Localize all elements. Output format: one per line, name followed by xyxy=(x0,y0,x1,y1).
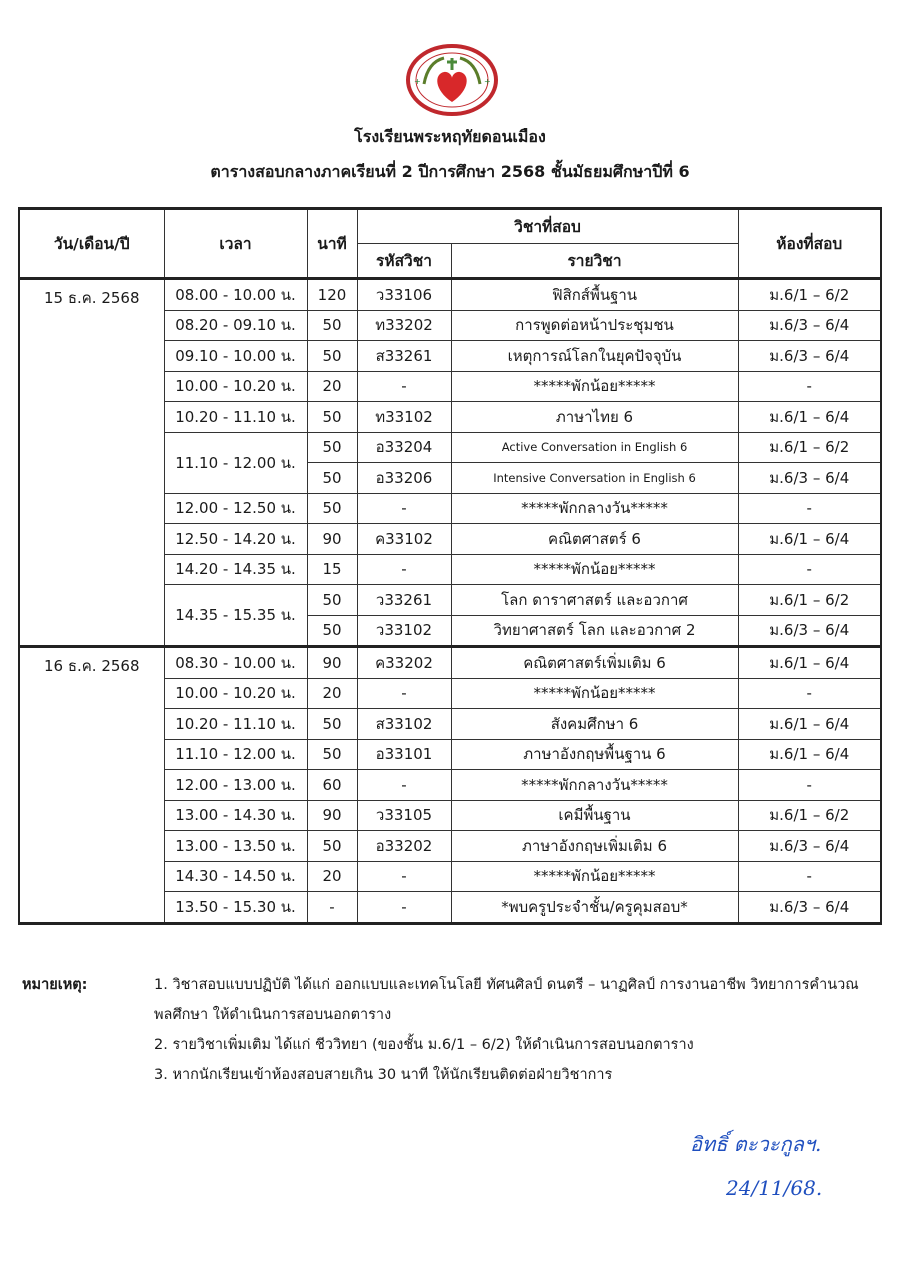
subject-cell: โลก ดาราศาสตร์ และอวกาศ xyxy=(451,585,738,616)
time-cell: 10.20 - 11.10 น. xyxy=(164,402,307,433)
room-cell: ม.6/3 – 6/4 xyxy=(738,615,881,647)
minutes-cell: 50 xyxy=(307,709,357,740)
code-cell: ว33261 xyxy=(357,585,451,616)
header-date: วัน/เดือน/ปี xyxy=(19,209,164,279)
note-item: 2. รายวิชาเพิ่มเติม ได้แก่ ชีววิทยา (ของชั้น ม.6/1 – 6/2) ให้ดำเนินการสอบนอกตาราง xyxy=(154,1037,694,1053)
code-cell: - xyxy=(357,678,451,709)
code-cell: ค33102 xyxy=(357,524,451,555)
time-cell: 08.20 - 09.10 น. xyxy=(164,310,307,341)
room-cell: ม.6/1 – 6/4 xyxy=(738,739,881,770)
room-cell: ม.6/3 – 6/4 xyxy=(738,341,881,372)
header-time: เวลา xyxy=(164,209,307,279)
note-item: 1. วิชาสอบแบบปฏิบัติ ได้แก่ ออกแบบและเทคโนโลยี ทัศนศิลป์ ดนตรี – นาฏศิลป์ การงานอาชีพ วิทยาการคำนวณ พลศึกษา ให้ดำเนินการสอบนอกตาราง xyxy=(154,977,859,1023)
time-cell: 13.00 - 14.30 น. xyxy=(164,800,307,831)
header-room: ห้องที่สอบ xyxy=(738,209,881,279)
day-group xyxy=(19,647,881,924)
note-item: 3. หากนักเรียนเข้าห้องสอบสายเกิน 30 นาที ให้นักเรียนติดต่อฝ่ายวิชาการ xyxy=(154,1067,613,1083)
code-cell: ว33106 xyxy=(357,279,451,311)
room-cell: ม.6/3 – 6/4 xyxy=(738,310,881,341)
schedule-title: ตารางสอบกลางภาคเรียนที่ 2 ปีการศึกษา 2568 ชั้นมัธยมศึกษาปีที่ 6 xyxy=(210,162,690,181)
subject-cell: เคมีพื้นฐาน xyxy=(451,800,738,831)
code-cell: ว33102 xyxy=(357,615,451,647)
minutes-cell: 120 xyxy=(307,279,357,311)
minutes-cell: 20 xyxy=(307,678,357,709)
time-cell: 09.10 - 10.00 น. xyxy=(164,341,307,372)
subject-cell: *****พักน้อย***** xyxy=(451,861,738,892)
minutes-cell: 20 xyxy=(307,861,357,892)
room-cell: ม.6/1 – 6/2 xyxy=(738,432,881,463)
minutes-cell: 90 xyxy=(307,800,357,831)
table-row xyxy=(19,647,881,679)
school-name: โรงเรียนพระหฤทัยดอนเมือง xyxy=(354,127,546,146)
table-row xyxy=(19,279,881,311)
minutes-cell: 50 xyxy=(307,432,357,463)
code-cell: - xyxy=(357,770,451,801)
minutes-cell: 50 xyxy=(307,310,357,341)
header-code: รหัสวิชา xyxy=(357,244,451,279)
code-cell: ว33105 xyxy=(357,800,451,831)
subject-cell: การพูดต่อหน้าประชุมชน xyxy=(451,310,738,341)
subject-cell: *****พักกลางวัน***** xyxy=(451,493,738,524)
time-cell: 11.10 - 12.00 น. xyxy=(164,432,307,493)
room-cell: ม.6/3 – 6/4 xyxy=(738,831,881,862)
svg-text:+: + xyxy=(484,77,491,86)
subject-cell: Active Conversation in English 6 xyxy=(451,432,738,463)
time-cell: 10.20 - 11.10 น. xyxy=(164,709,307,740)
room-cell: ม.6/1 – 6/4 xyxy=(738,709,881,740)
header-subject-group: วิชาที่สอบ xyxy=(357,209,738,244)
notes-label: หมายเหตุ: xyxy=(22,977,88,993)
header-minutes: นาที xyxy=(307,209,357,279)
room-cell: ม.6/1 – 6/4 xyxy=(738,402,881,433)
room-cell: - xyxy=(738,770,881,801)
code-cell: อ33204 xyxy=(357,432,451,463)
room-cell: - xyxy=(738,554,881,585)
signature-name: อิทธิ์ ตะวะกูลฯ. xyxy=(690,1132,822,1156)
code-cell: ส33102 xyxy=(357,709,451,740)
time-cell: 14.35 - 15.35 น. xyxy=(164,585,307,647)
code-cell: ท33102 xyxy=(357,402,451,433)
signature-date: 24/11/68. xyxy=(726,1176,823,1200)
time-cell: 10.00 - 10.20 น. xyxy=(164,371,307,402)
minutes-cell: - xyxy=(307,892,357,924)
minutes-cell: 50 xyxy=(307,831,357,862)
code-cell: ท33202 xyxy=(357,310,451,341)
code-cell: - xyxy=(357,371,451,402)
code-cell: - xyxy=(357,861,451,892)
code-cell: ส33261 xyxy=(357,341,451,372)
subject-cell: *****พักน้อย***** xyxy=(451,678,738,709)
room-cell: - xyxy=(738,493,881,524)
minutes-cell: 90 xyxy=(307,524,357,555)
subject-cell: *****พักกลางวัน***** xyxy=(451,770,738,801)
minutes-cell: 50 xyxy=(307,463,357,494)
time-cell: 14.20 - 14.35 น. xyxy=(164,554,307,585)
minutes-cell: 50 xyxy=(307,341,357,372)
time-cell: 13.00 - 13.50 น. xyxy=(164,831,307,862)
subject-cell: คณิตศาสตร์เพิ่มเติม 6 xyxy=(451,647,738,679)
minutes-cell: 60 xyxy=(307,770,357,801)
time-cell: 12.00 - 13.00 น. xyxy=(164,770,307,801)
code-cell: อ33101 xyxy=(357,739,451,770)
room-cell: - xyxy=(738,371,881,402)
room-cell: - xyxy=(738,861,881,892)
subject-cell: ภาษาอังกฤษพื้นฐาน 6 xyxy=(451,739,738,770)
date-cell: 16 ธ.ค. 2568 xyxy=(19,647,164,924)
minutes-cell: 50 xyxy=(307,493,357,524)
subject-cell: เหตุการณ์โลกในยุคปัจจุบัน xyxy=(451,341,738,372)
time-cell: 11.10 - 12.00 น. xyxy=(164,739,307,770)
code-cell: ค33202 xyxy=(357,647,451,679)
room-cell: ม.6/1 – 6/2 xyxy=(738,585,881,616)
subject-cell: *พบครูประจำชั้น/ครูคุมสอบ* xyxy=(451,892,738,924)
time-cell: 12.00 - 12.50 น. xyxy=(164,493,307,524)
minutes-cell: 50 xyxy=(307,739,357,770)
minutes-cell: 50 xyxy=(307,585,357,616)
minutes-cell: 50 xyxy=(307,402,357,433)
date-cell: 15 ธ.ค. 2568 xyxy=(19,279,164,647)
svg-text:+: + xyxy=(414,77,421,86)
time-cell: 08.00 - 10.00 น. xyxy=(164,279,307,311)
exam-schedule-table xyxy=(18,207,882,925)
time-cell: 10.00 - 10.20 น. xyxy=(164,678,307,709)
time-cell: 08.30 - 10.00 น. xyxy=(164,647,307,679)
signature-block xyxy=(690,1128,880,1218)
minutes-cell: 20 xyxy=(307,371,357,402)
header-subject: รายวิชา xyxy=(451,244,738,279)
room-cell: ม.6/1 – 6/4 xyxy=(738,647,881,679)
subject-cell: *****พักน้อย***** xyxy=(451,554,738,585)
minutes-cell: 15 xyxy=(307,554,357,585)
code-cell: อ33202 xyxy=(357,831,451,862)
room-cell: - xyxy=(738,678,881,709)
subject-cell: วิทยาศาสตร์ โลก และอวกาศ 2 xyxy=(451,615,738,647)
code-cell: อ33206 xyxy=(357,463,451,494)
time-cell: 14.30 - 14.50 น. xyxy=(164,861,307,892)
code-cell: - xyxy=(357,493,451,524)
subject-cell: ภาษาไทย 6 xyxy=(451,402,738,433)
subject-cell: ภาษาอังกฤษเพิ่มเติม 6 xyxy=(451,831,738,862)
code-cell: - xyxy=(357,892,451,924)
subject-cell: *****พักน้อย***** xyxy=(451,371,738,402)
subject-cell: ฟิสิกส์พื้นฐาน xyxy=(451,279,738,311)
room-cell: ม.6/1 – 6/2 xyxy=(738,279,881,311)
subject-cell: คณิตศาสตร์ 6 xyxy=(451,524,738,555)
time-cell: 12.50 - 14.20 น. xyxy=(164,524,307,555)
minutes-cell: 50 xyxy=(307,615,357,647)
room-cell: ม.6/1 – 6/2 xyxy=(738,800,881,831)
subject-cell: Intensive Conversation in English 6 xyxy=(451,463,738,494)
room-cell: ม.6/3 – 6/4 xyxy=(738,463,881,494)
room-cell: ม.6/1 – 6/4 xyxy=(738,524,881,555)
room-cell: ม.6/3 – 6/4 xyxy=(738,892,881,924)
school-emblem-icon xyxy=(404,44,500,116)
code-cell: - xyxy=(357,554,451,585)
minutes-cell: 90 xyxy=(307,647,357,679)
day-group xyxy=(19,279,881,647)
time-cell: 13.50 - 15.30 น. xyxy=(164,892,307,924)
subject-cell: สังคมศึกษา 6 xyxy=(451,709,738,740)
